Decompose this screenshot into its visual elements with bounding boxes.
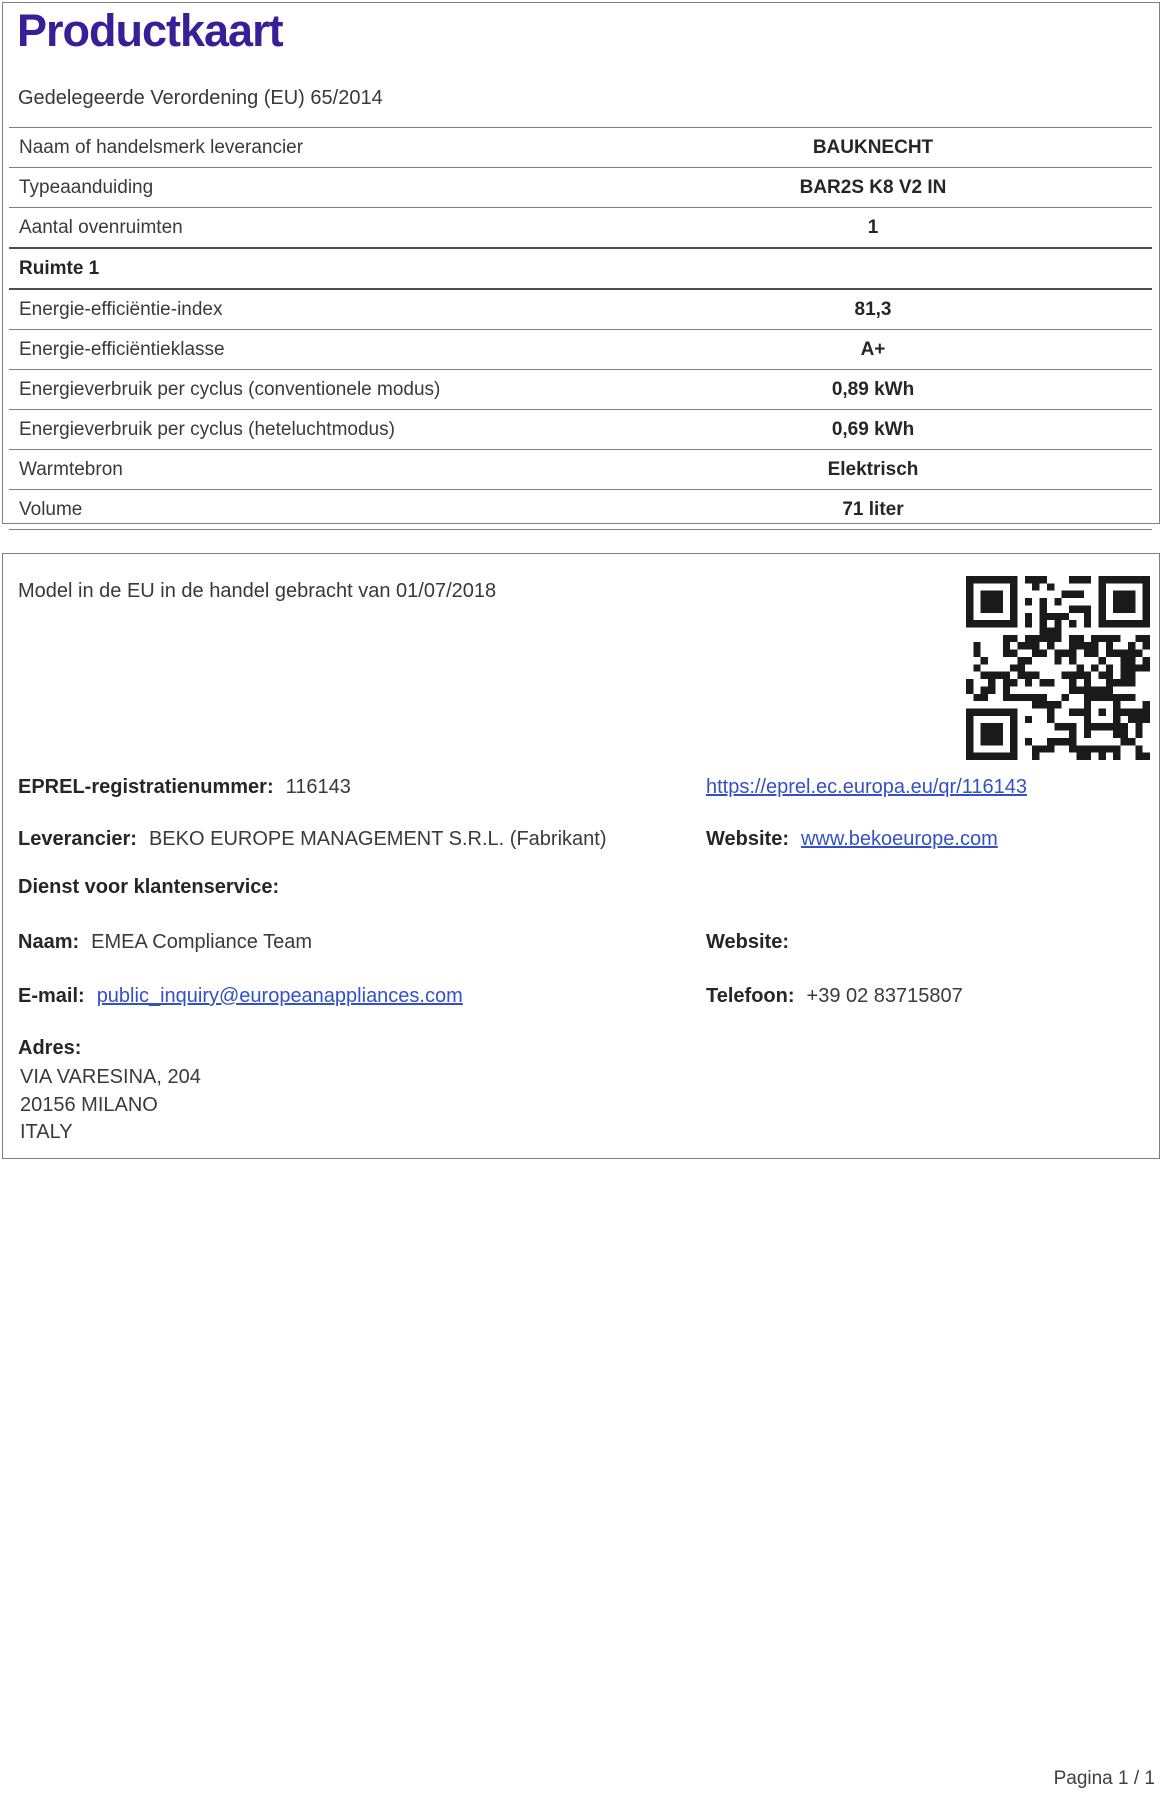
row-value: 81,3 [854, 298, 892, 320]
service-header-line [18, 876, 279, 899]
address-line-1: VIA VARESINA, 204 [20, 1066, 201, 1088]
supplier-value: BEKO EUROPE MANAGEMENT S.R.L. (Fabrikant) [148, 828, 607, 850]
page-number: Pagina 1 / 1 [1053, 1768, 1155, 1789]
spec-section [2, 2, 1160, 524]
phone-value: +39 02 83715807 [806, 985, 963, 1007]
table-row [9, 290, 1152, 329]
section-label: Ruimte 1 [19, 257, 100, 279]
row-label: Naam of handelsmerk leverancier [19, 136, 304, 158]
address-line-2: 20156 MILANO [20, 1094, 158, 1116]
eprel-value: 116143 [285, 776, 351, 798]
regulation-subtitle: Gedelegeerde Verordening (EU) 65/2014 [18, 87, 383, 109]
row-label: Energie-efficiëntie-index [19, 298, 223, 320]
row-value: Elektrisch [827, 458, 919, 480]
row-value: 0,69 kWh [831, 418, 915, 440]
name-label: Naam: [18, 931, 80, 953]
row-label: Aantal ovenruimten [19, 216, 183, 238]
supplier-line [18, 828, 606, 851]
address-label: Adres: [18, 1037, 82, 1059]
qr-code [966, 576, 1150, 760]
row-label: Typeaanduiding [19, 176, 154, 198]
service-header-label: Dienst voor klantenservice: [18, 876, 280, 898]
row-value: 0,89 kWh [831, 378, 915, 400]
table-row [9, 329, 1152, 369]
supplier-website-link[interactable]: www.bekoeurope.com [800, 828, 998, 850]
address-line-3: ITALY [20, 1121, 73, 1143]
eprel-link-line [706, 776, 1027, 799]
supplier-website-line [706, 828, 998, 851]
row-value: BAR2S K8 V2 IN [799, 176, 947, 198]
row-label: Energieverbruik per cyclus (heteluchtmodus) [19, 418, 395, 440]
email-label: E-mail: [18, 985, 85, 1007]
row-value: A+ [860, 338, 886, 360]
website-label: Website: [706, 828, 789, 850]
service-name-line [18, 931, 312, 954]
eprel-url-link[interactable]: https://eprel.ec.europa.eu/qr/116143 [706, 776, 1027, 798]
row-label: Energie-efficiëntieklasse [19, 338, 225, 360]
row-value: 71 liter [842, 498, 904, 520]
website-label: Website: [706, 931, 789, 953]
row-label: Warmtebron [19, 458, 123, 480]
table-row [9, 127, 1152, 167]
eprel-label: EPREL-registratienummer: [18, 776, 274, 798]
table-row [9, 409, 1152, 449]
address-header-line [18, 1037, 81, 1060]
table-row [9, 207, 1152, 247]
phone-line [706, 985, 963, 1008]
row-value: BAUKNECHT [812, 136, 934, 158]
table-row [9, 449, 1152, 489]
table-row [9, 369, 1152, 409]
spec-table [9, 127, 1152, 530]
table-row [9, 167, 1152, 207]
supplier-section [2, 553, 1160, 1159]
page-title: Productkaart [17, 5, 283, 56]
row-label: Energieverbruik per cyclus (conventionele modus) [19, 378, 441, 400]
name-value: EMEA Compliance Team [91, 931, 312, 953]
supplier-label: Leverancier: [18, 828, 137, 850]
eprel-number-line [18, 776, 351, 799]
row-value: 1 [867, 216, 879, 238]
market-date-text: Model in de EU in de handel gebracht van 01/07/2018 [18, 580, 497, 602]
table-section-header [9, 247, 1152, 290]
email-link[interactable]: public_inquiry@europeanappliances.com [96, 985, 463, 1007]
email-line [18, 985, 463, 1008]
table-row [9, 489, 1152, 530]
service-website-line [706, 931, 789, 954]
row-label: Volume [19, 498, 83, 520]
phone-label: Telefoon: [706, 985, 795, 1007]
